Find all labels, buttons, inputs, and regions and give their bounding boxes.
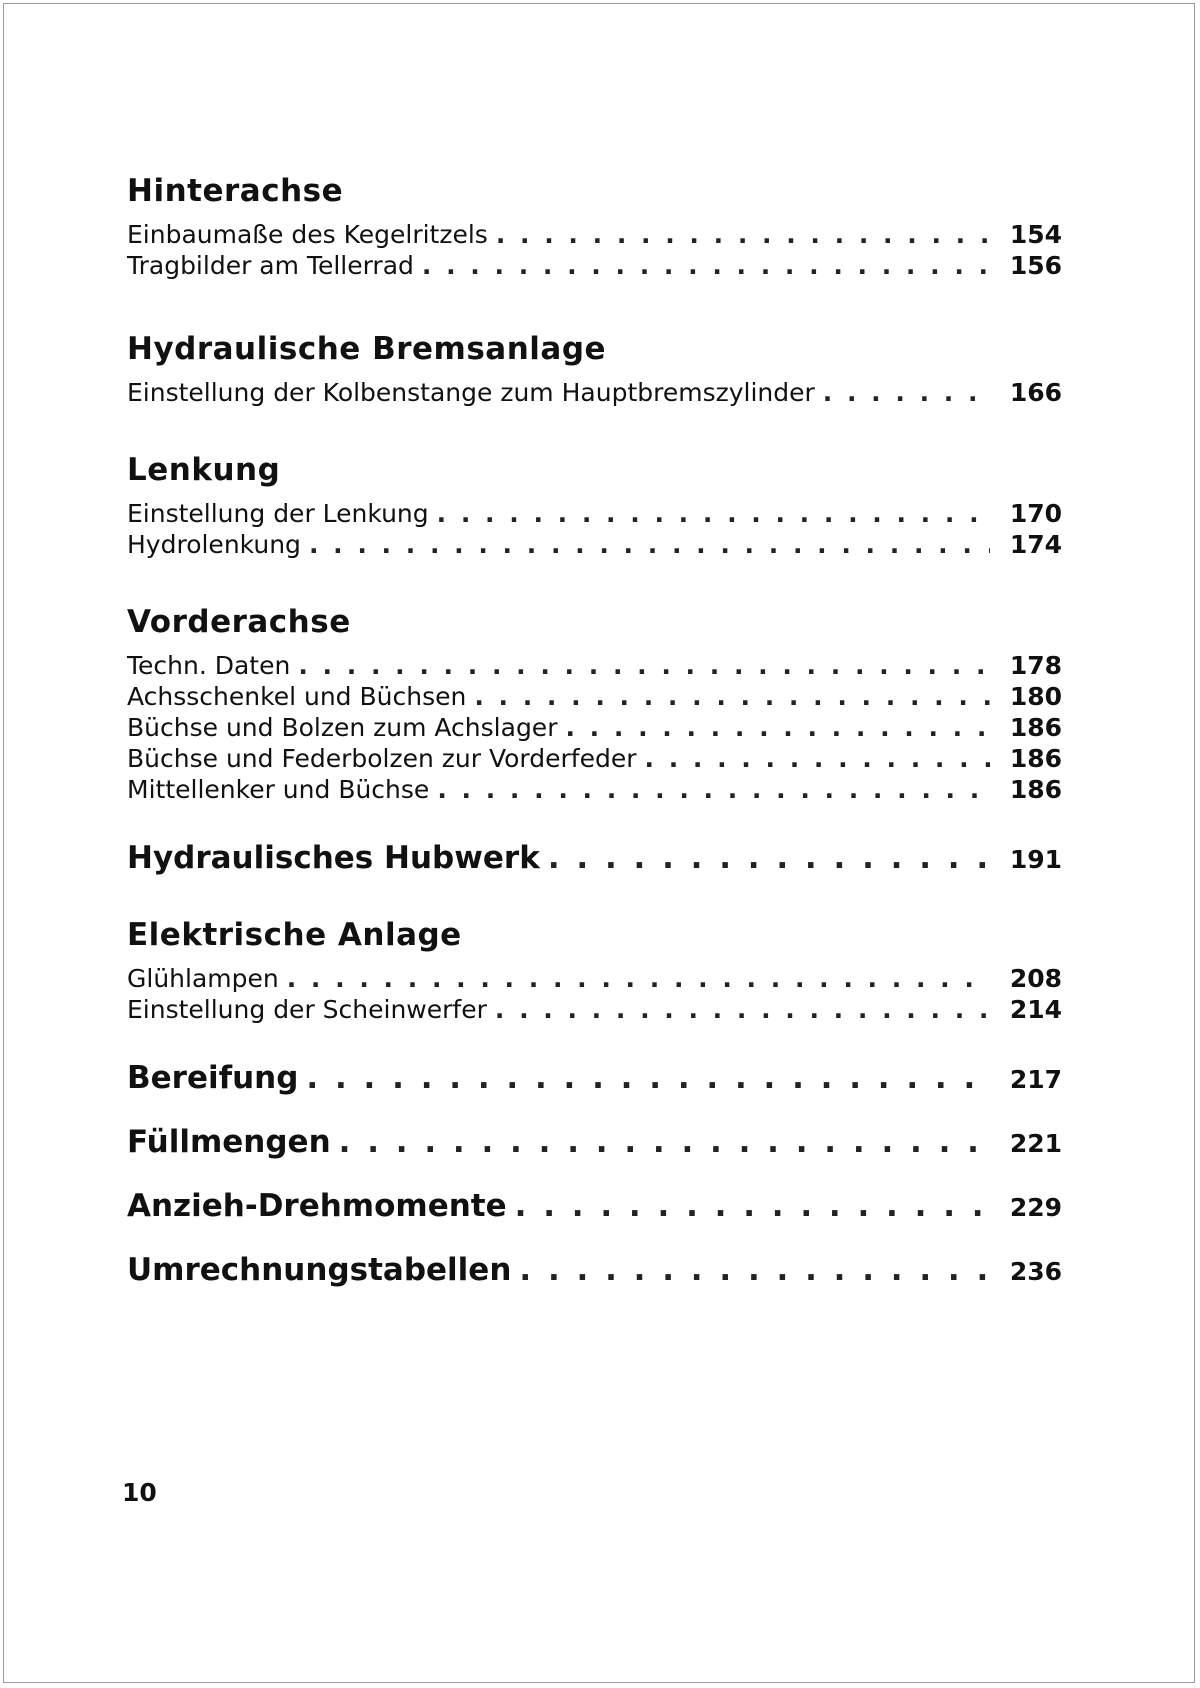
dot-leader — [306, 1047, 990, 1109]
entry-label: Umrechnungstabellen — [127, 1252, 512, 1288]
document-page — [3, 3, 1195, 1683]
toc-entry — [127, 250, 1062, 281]
toc-entry — [127, 712, 1062, 743]
entry-page: 221 — [1009, 1129, 1062, 1158]
toc-entry — [127, 681, 1062, 712]
toc-entry-hubwerk — [127, 827, 1062, 891]
entry-label: Einbaumaße des Kegelritzels — [127, 220, 488, 249]
entry-label: Hydrolenkung — [127, 530, 301, 559]
entry-label: Einstellung der Kolbenstange zum Hauptbremszylinder — [127, 378, 815, 407]
entry-label: Einstellung der Scheinwerfer — [127, 995, 487, 1024]
entry-page: 180 — [1009, 682, 1062, 711]
section-heading: Hydraulische Bremsanlage — [127, 331, 607, 367]
dot-leader — [645, 743, 991, 774]
dot-leader — [309, 529, 990, 560]
entry-label: Büchse und Federbolzen zur Vorderfeder — [127, 744, 637, 773]
toc-entry-fuellmengen — [127, 1111, 1062, 1175]
toc-entry-bereifung — [127, 1047, 1062, 1111]
entry-page: 186 — [1009, 775, 1062, 804]
table-of-contents — [127, 169, 1062, 1303]
section-heading: Lenkung — [127, 452, 281, 488]
entry-page: 156 — [1009, 251, 1062, 280]
toc-entry — [127, 529, 1062, 560]
dot-leader — [565, 712, 990, 743]
entry-page: 208 — [1009, 964, 1062, 993]
page-number: 10 — [122, 1478, 157, 1507]
entry-page: 178 — [1009, 651, 1062, 680]
toc-entry-umrechnung — [127, 1239, 1062, 1303]
section-hinterachse — [127, 169, 1062, 281]
toc-entry — [127, 743, 1062, 774]
dot-leader — [823, 377, 990, 408]
entry-label: Glühlampen — [127, 964, 279, 993]
entry-page: 229 — [1009, 1193, 1062, 1222]
dot-leader — [422, 250, 990, 281]
toc-entry — [127, 774, 1062, 805]
entry-page: 186 — [1009, 713, 1062, 742]
entry-label: Mittellenker und Büchse — [127, 775, 430, 804]
entry-page: 214 — [1009, 995, 1062, 1024]
dot-leader — [548, 827, 990, 889]
section-vorderachse — [127, 600, 1062, 805]
toc-entry — [127, 963, 1062, 994]
section-heading: Elektrische Anlage — [127, 917, 462, 953]
entry-label: Einstellung der Lenkung — [127, 499, 429, 528]
dot-leader — [515, 1175, 990, 1237]
toc-entry — [127, 219, 1062, 250]
entry-page: 191 — [1009, 845, 1062, 874]
toc-entry — [127, 377, 1062, 408]
entry-page: 217 — [1009, 1065, 1062, 1094]
dot-leader — [437, 498, 990, 529]
dot-leader — [495, 994, 990, 1025]
dot-leader — [474, 681, 990, 712]
dot-leader — [496, 219, 990, 250]
section-heading: Hinterachse — [127, 173, 344, 209]
entry-label: Achsschenkel und Büchsen — [127, 682, 467, 711]
dot-leader — [437, 774, 990, 805]
section-elektrik — [127, 913, 1062, 1025]
entry-page: 170 — [1009, 499, 1062, 528]
toc-entry — [127, 650, 1062, 681]
dot-leader — [519, 1239, 990, 1301]
entry-page: 154 — [1009, 220, 1062, 249]
section-lenkung — [127, 448, 1062, 560]
section-bremsanlage — [127, 327, 1062, 408]
toc-entry-drehmomente — [127, 1175, 1062, 1239]
entry-label: Tragbilder am Tellerrad — [127, 251, 414, 280]
entry-label: Büchse und Bolzen zum Achslager — [127, 713, 558, 742]
dot-leader — [339, 1111, 990, 1173]
entry-label: Hydraulisches Hubwerk — [127, 840, 540, 876]
entry-label: Füllmengen — [127, 1124, 331, 1160]
entry-page: 186 — [1009, 744, 1062, 773]
entry-label: Anzieh-Drehmomente — [127, 1188, 507, 1224]
toc-entry — [127, 994, 1062, 1025]
entry-page: 236 — [1009, 1257, 1062, 1286]
entry-page: 174 — [1009, 530, 1062, 559]
dot-leader — [287, 963, 990, 994]
entry-label: Bereifung — [127, 1060, 299, 1096]
dot-leader — [298, 650, 990, 681]
toc-entry — [127, 498, 1062, 529]
entry-page: 166 — [1009, 378, 1062, 407]
entry-label: Techn. Daten — [127, 651, 291, 680]
section-heading: Vorderachse — [127, 604, 351, 640]
